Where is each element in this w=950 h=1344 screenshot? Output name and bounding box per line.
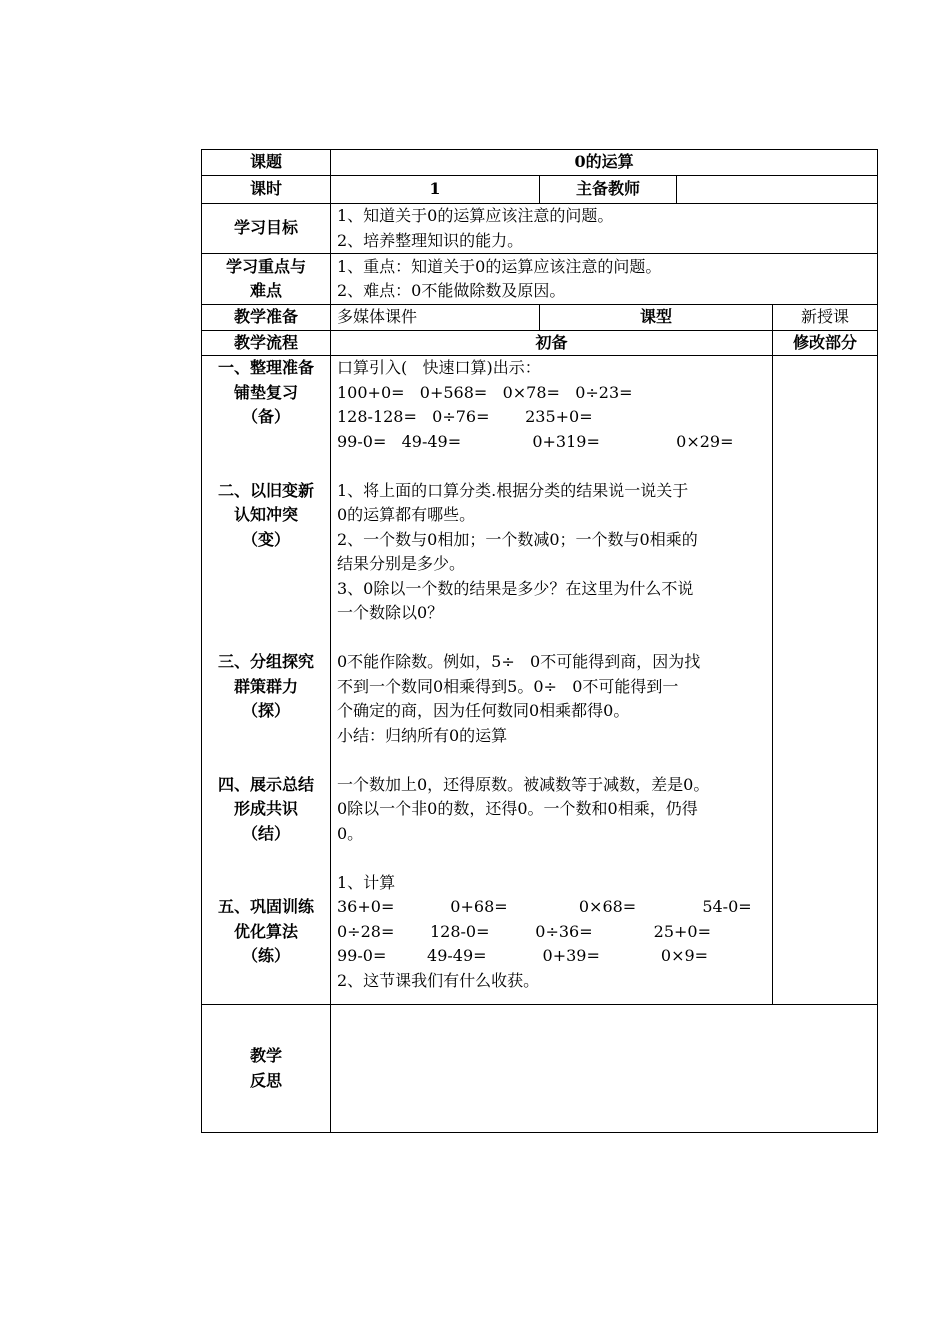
stage-name-1: 一、整理准备 铺垫复习 （备） [217,358,314,426]
stage-contents-cell [331,356,773,1005]
flow-label: 教学流程 [202,330,331,356]
stage-content-3 [337,650,766,748]
period-label: 课时 [202,176,331,204]
content-line: 2、这节课我们有什么收获。 [337,970,540,990]
topic-value: 0的运算 [331,150,878,176]
content-line: 0的运算都有哪些。 [337,505,476,524]
goals-row [202,204,878,254]
lesson-plan-table [201,149,878,1133]
content-line: 个确定的商，因为任何数同0相乘都得0。 [337,701,630,720]
stage-content-5 [337,871,766,994]
period-row [202,176,878,204]
lesson-type-label: 课型 [540,305,773,331]
stage-name-3: 三、分组探究 群策群力 （探） [217,652,314,720]
stage-content-1 [337,356,766,454]
revise-cell [773,356,878,1005]
stage-name-4: 四、展示总结 形成共识 （结） [217,774,314,843]
teacher-value [677,176,878,204]
stage-name-5: 五、巩固训练 优化算法 （练） [217,897,314,965]
goals-content [331,204,878,254]
content-line: 100+0= 0+568= 0×78= 0÷23= [337,382,633,402]
keypoints-content [331,254,878,305]
goals-label: 学习目标 [202,204,331,254]
teacher-label: 主备教师 [540,176,677,204]
content-line: 不到一个数同0相乘得到5。0÷ 0不可能得到一 [337,676,679,696]
draft-label: 初备 [331,330,773,356]
content-line: 99-0= 49-49= 0+39= 0×9= [337,946,709,965]
content-line: 结果分别是多少。 [337,554,466,573]
keypoints-label-line: 学习重点与 [225,256,306,276]
stage-content-2 [337,479,766,626]
keypoint-line: 2、难点：0不能做除数及原因。 [337,281,566,300]
lesson-plan-sheet [201,149,877,1133]
period-value: 1 [331,176,540,204]
content-line: 一个数除以0？ [337,603,444,622]
revise-label: 修改部分 [773,330,878,356]
flow-body-row [202,356,878,1005]
reflection-content [331,1005,878,1133]
content-line: 口算引入( 快速口算)出示： [337,358,541,377]
topic-label: 课题 [202,150,331,176]
keypoints-row [202,254,878,305]
reflection-label [202,1005,331,1133]
reflection-label-line: 教学 [249,1046,282,1065]
flow-header-row [202,330,878,356]
stage-name-2: 二、以旧变新 认知冲突 （变） [217,480,314,549]
goal-line: 2、培养整理知识的能力。 [337,230,524,250]
stage-content-4 [337,773,766,847]
content-line: 128-128= 0÷76= 235+0= [337,407,593,426]
topic-row [202,150,878,176]
keypoints-label [202,254,331,305]
prep-label: 教学准备 [202,305,331,331]
content-line: 1、计算 [337,872,396,892]
content-line: 0不能作除数。例如，5÷ 0不可能得到商，因为找 [337,652,701,671]
goal-line: 1、知道关于0的运算应该注意的问题。 [337,206,614,225]
content-line: 0除以一个非0的数，还得0。一个数和0相乘，仍得 [337,799,698,818]
keypoint-line: 1、重点：知道关于0的运算应该注意的问题。 [337,256,662,276]
content-line: 2、一个数与0相加；一个数减0；一个数与0相乘的 [337,529,698,549]
keypoints-label-line: 难点 [249,281,282,300]
lesson-type-value: 新授课 [773,305,878,331]
content-line: 一个数加上0，还得原数。被减数等于减数，差是0。 [337,774,710,794]
content-line: 小结：归纳所有0的运算 [337,725,508,745]
reflection-row [202,1005,878,1133]
prep-row [202,305,878,331]
prep-value: 多媒体课件 [331,305,540,331]
content-line: 0÷28= 128-0= 0÷36= 25+0= [337,921,711,941]
reflection-label-line: 反思 [249,1070,282,1090]
content-line: 3、0除以一个数的结果是多少？在这里为什么不说 [337,578,694,598]
content-line: 99-0= 49-49= 0+319= 0×29= [337,431,734,451]
stage-names-cell [202,356,331,1005]
content-line: 1、将上面的口算分类.根据分类的结果说一说关于 [337,480,689,500]
content-line: 36+0= 0+68= 0×68= 54-0= [337,897,752,916]
content-line: 0。 [337,823,364,843]
